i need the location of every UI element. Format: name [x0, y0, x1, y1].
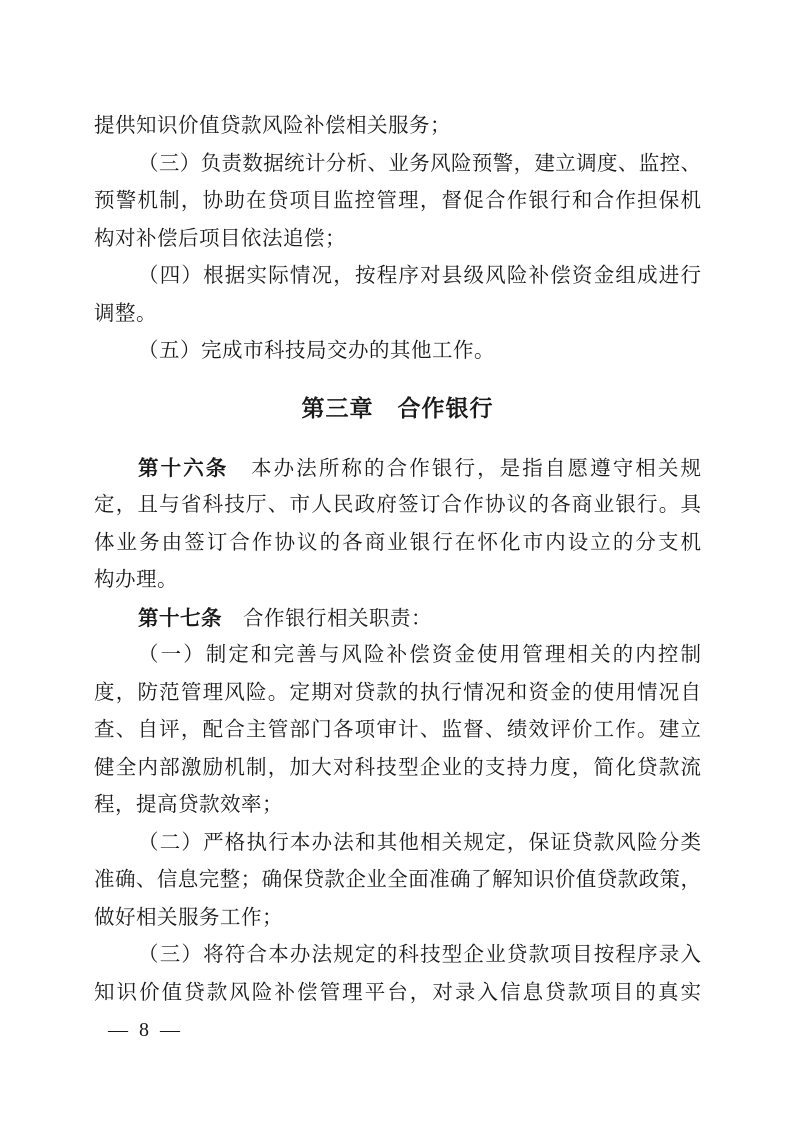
- text-line: （五）完成市科技局交办的其他工作。: [138, 340, 495, 362]
- article-text: 合作银行相关职责：: [222, 607, 432, 630]
- text-line: 查、自评，配合主管部门各项审计、监督、绩效评价工作。建立: [94, 719, 701, 741]
- text-line: 预警机制，协助在贷项目监控管理，督促合作银行和合作担保机: [94, 190, 701, 212]
- article-text: 本办法所称的合作银行，是指自愿遵守相关规: [228, 457, 702, 480]
- text-line: （二）严格执行本办法和其他相关规定，保证贷款风险分类: [138, 831, 701, 854]
- text-line: 知识价值贷款风险补偿管理平台，对录入信息贷款项目的真实: [94, 981, 701, 1004]
- text-line: 提供知识价值贷款风险补偿相关服务；: [94, 115, 451, 137]
- text-line: 体业务由签订合作协议的各商业银行在怀化市内设立的分支机: [94, 531, 701, 554]
- article-number: 第十七条: [138, 606, 222, 630]
- text-line: （一）制定和完善与风险补偿资金使用管理相关的内控制: [138, 644, 701, 666]
- text-line: 度，防范管理风险。定期对贷款的执行情况和资金的使用情况自: [94, 681, 701, 704]
- text-line: 健全内部激励机制，加大对科技型企业的支持力度，简化贷款流: [94, 756, 701, 779]
- text-line: 构对补偿后项目依法追偿；: [94, 227, 346, 250]
- chapter-heading: 第三章 合作银行: [301, 394, 494, 421]
- article-number: 第十六条: [138, 456, 229, 480]
- text-line: （三）将符合本办法规定的科技型企业贷款项目按程序录入: [138, 944, 701, 966]
- text-line: 准确、信息完整；确保贷款企业全面准确了解知识价值贷款政策，: [94, 869, 701, 891]
- text-line: 程，提高贷款效率；: [94, 794, 283, 816]
- article-line: [94, 600, 701, 638]
- article-line: [94, 450, 701, 488]
- text-line: 调整。: [94, 302, 157, 325]
- text-line: （四）根据实际情况，按程序对县级风险补偿资金组成进行: [138, 265, 701, 287]
- text-line: 构办理。: [94, 569, 178, 591]
- page-number: — 8 —: [108, 1019, 183, 1041]
- text-line: 做好相关服务工作；: [94, 906, 283, 929]
- text-line: （三）负责数据统计分析、业务风险预警，建立调度、监控、: [138, 152, 701, 175]
- text-line: 定，且与省科技厅、市人民政府签订合作协议的各商业银行。具: [94, 494, 701, 516]
- document-body: [94, 108, 701, 1012]
